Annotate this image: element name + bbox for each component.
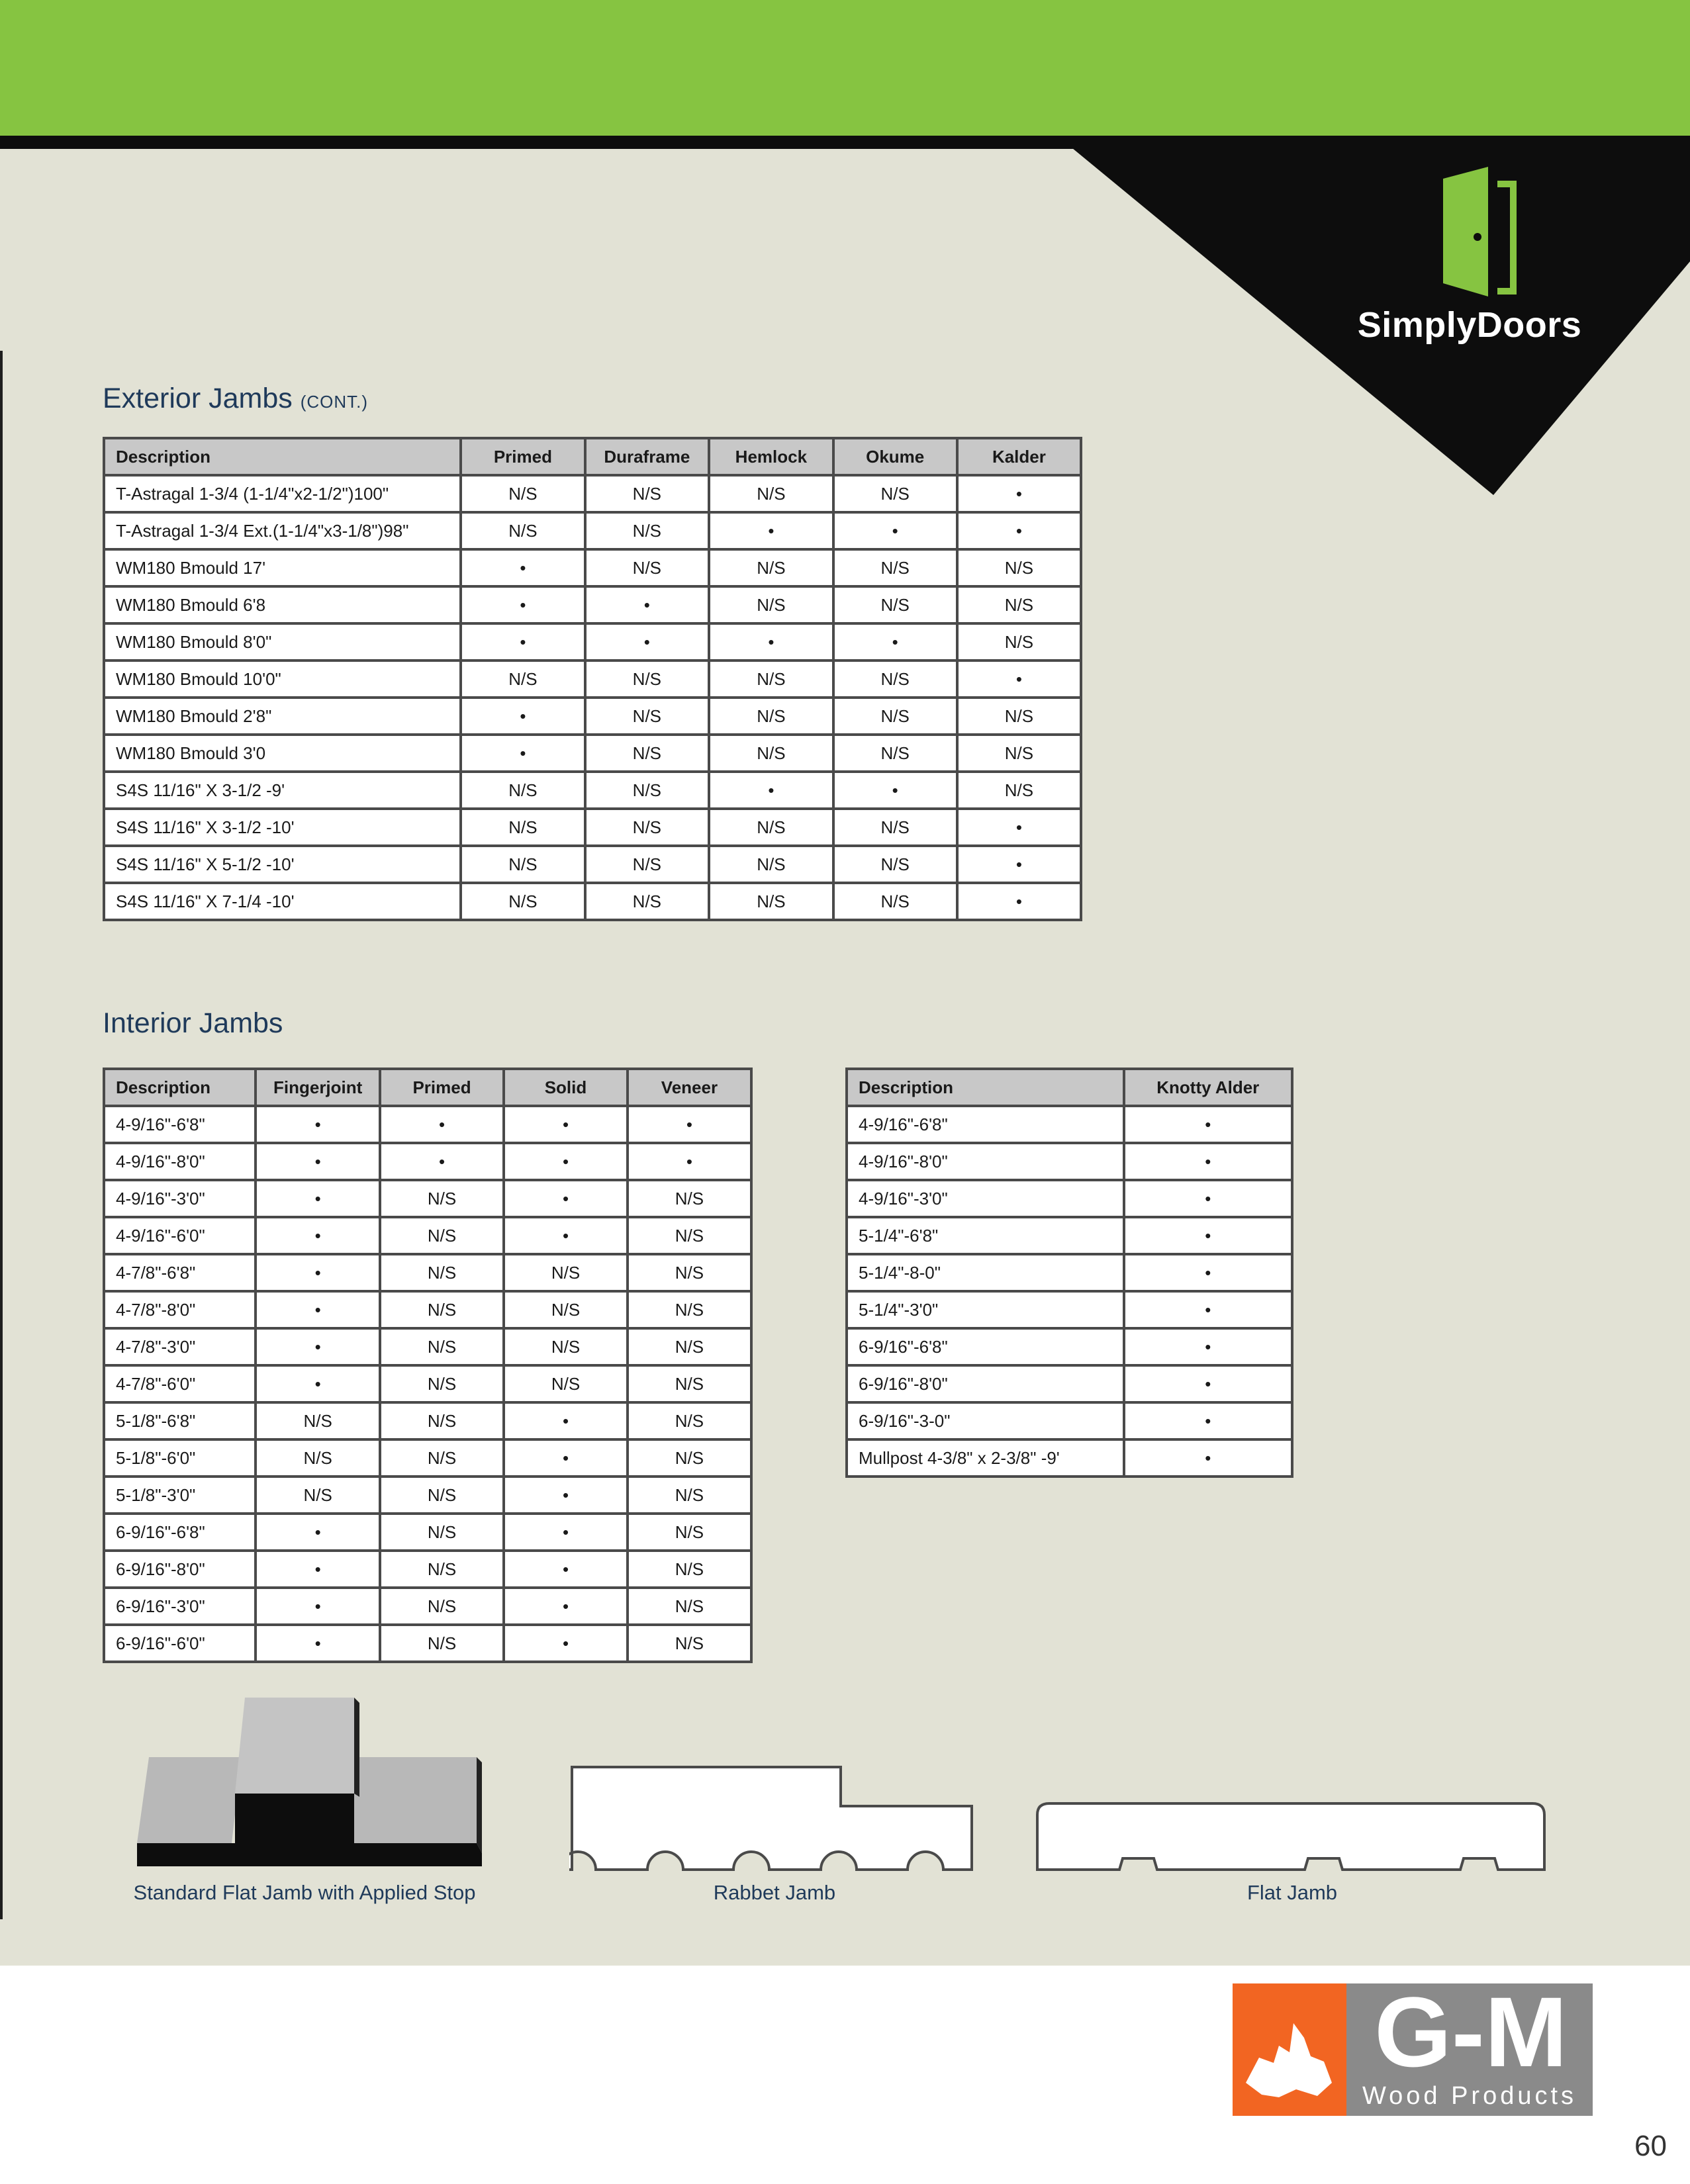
availability-cell: • <box>256 1143 380 1180</box>
availability-cell: N/S <box>709 846 833 883</box>
availability-cell: N/S <box>957 623 1081 660</box>
availability-cell: N/S <box>380 1217 504 1254</box>
availability-cell: • <box>957 846 1081 883</box>
column-header: Description <box>104 1069 256 1106</box>
availability-cell: • <box>256 1291 380 1328</box>
availability-cell: N/S <box>709 586 833 623</box>
availability-cell: • <box>1124 1217 1292 1254</box>
table-row <box>847 1180 1292 1217</box>
availability-cell: N/S <box>461 512 585 549</box>
availability-cell: N/S <box>504 1291 628 1328</box>
availability-cell: • <box>957 883 1081 920</box>
availability-cell: N/S <box>628 1477 751 1514</box>
table-row <box>847 1291 1292 1328</box>
standard-flat-jamb-illustration <box>129 1691 487 1876</box>
availability-cell: • <box>504 1217 628 1254</box>
availability-cell: N/S <box>628 1365 751 1402</box>
row-description-cell: 4-9/16"-6'0" <box>104 1217 256 1254</box>
row-description-cell: WM180 Bmould 6'8 <box>104 586 461 623</box>
availability-cell: N/S <box>461 475 585 512</box>
table-row <box>104 1328 751 1365</box>
availability-cell: • <box>256 1625 380 1662</box>
exterior-jambs-title <box>103 383 368 415</box>
column-header: Okume <box>833 438 957 475</box>
availability-cell: N/S <box>833 735 957 772</box>
table-row <box>104 1625 751 1662</box>
row-description-cell: WM180 Bmould 8'0" <box>104 623 461 660</box>
availability-cell: N/S <box>585 883 710 920</box>
column-header: Primed <box>461 438 585 475</box>
availability-cell: • <box>1124 1365 1292 1402</box>
table-row <box>104 1477 751 1514</box>
availability-cell: • <box>380 1143 504 1180</box>
table-row <box>104 1365 751 1402</box>
brand-name: SimplyDoors <box>1357 305 1582 345</box>
availability-cell: • <box>256 1328 380 1365</box>
availability-cell: • <box>504 1588 628 1625</box>
availability-cell: • <box>504 1402 628 1439</box>
column-header: Knotty Alder <box>1124 1069 1292 1106</box>
row-description-cell: WM180 Bmould 2'8" <box>104 698 461 735</box>
table-row <box>104 586 1081 623</box>
availability-cell: N/S <box>628 1439 751 1477</box>
availability-cell: • <box>709 772 833 809</box>
column-header: Description <box>847 1069 1124 1106</box>
row-description-cell: T-Astragal 1-3/4 (1-1/4"x2-1/2")100" <box>104 475 461 512</box>
gm-logo-subtitle: Wood Products <box>1362 2082 1577 2110</box>
availability-cell: N/S <box>709 735 833 772</box>
availability-cell: • <box>957 809 1081 846</box>
gm-wood-products-logo <box>1233 1983 1593 2116</box>
availability-cell: N/S <box>380 1291 504 1328</box>
row-description-cell: 4-9/16"-8'0" <box>104 1143 256 1180</box>
gm-logo-letters: G-M <box>1374 1983 1568 2087</box>
standard-flat-jamb-caption: Standard Flat Jamb with Applied Stop <box>133 1881 476 1904</box>
availability-cell: • <box>1124 1328 1292 1365</box>
row-description-cell: WM180 Bmould 10'0" <box>104 660 461 698</box>
flat-jamb-illustration <box>1035 1800 1548 1876</box>
row-description-cell: 5-1/8"-6'8" <box>104 1402 256 1439</box>
availability-cell: • <box>1124 1143 1292 1180</box>
availability-cell: N/S <box>833 475 957 512</box>
table-row <box>104 809 1081 846</box>
availability-cell: N/S <box>709 698 833 735</box>
availability-cell: • <box>709 512 833 549</box>
availability-cell: N/S <box>833 549 957 586</box>
availability-cell: N/S <box>380 1254 504 1291</box>
availability-cell: N/S <box>461 883 585 920</box>
table-row <box>847 1402 1292 1439</box>
row-description-cell: T-Astragal 1-3/4 Ext.(1-1/4"x3-1/8")98" <box>104 512 461 549</box>
knotty-alder-table <box>845 1068 1293 1478</box>
row-description-cell: 4-7/8"-8'0" <box>104 1291 256 1328</box>
row-description-cell: 5-1/8"-3'0" <box>104 1477 256 1514</box>
row-description-cell: 6-9/16"-8'0" <box>847 1365 1124 1402</box>
availability-cell: N/S <box>380 1402 504 1439</box>
row-description-cell: 4-9/16"-3'0" <box>847 1180 1124 1217</box>
availability-cell: • <box>1124 1291 1292 1328</box>
row-description-cell: 6-9/16"-6'0" <box>104 1625 256 1662</box>
availability-cell: • <box>504 1439 628 1477</box>
availability-cell: • <box>256 1514 380 1551</box>
availability-cell: N/S <box>628 1254 751 1291</box>
availability-cell: • <box>504 1551 628 1588</box>
table-row <box>104 772 1081 809</box>
column-header: Solid <box>504 1069 628 1106</box>
availability-cell: N/S <box>256 1477 380 1514</box>
availability-cell: • <box>585 623 710 660</box>
row-description-cell: 6-9/16"-3-0" <box>847 1402 1124 1439</box>
availability-cell: • <box>585 586 710 623</box>
availability-cell: N/S <box>957 698 1081 735</box>
availability-cell: N/S <box>380 1477 504 1514</box>
rabbet-jamb-illustration <box>569 1764 974 1876</box>
availability-cell: • <box>504 1180 628 1217</box>
row-description-cell: 5-1/4"-3'0" <box>847 1291 1124 1328</box>
availability-cell: N/S <box>380 1551 504 1588</box>
availability-cell: • <box>1124 1439 1292 1477</box>
availability-cell: N/S <box>504 1365 628 1402</box>
table-row <box>104 1514 751 1551</box>
availability-cell: N/S <box>957 735 1081 772</box>
availability-cell: • <box>461 735 585 772</box>
availability-cell: • <box>256 1551 380 1588</box>
row-description-cell: 4-7/8"-6'8" <box>104 1254 256 1291</box>
header-green-bar <box>0 0 1690 136</box>
left-edge-line <box>0 351 3 1919</box>
interior-jambs-title: Interior Jambs <box>103 1007 283 1039</box>
availability-cell: N/S <box>628 1514 751 1551</box>
availability-cell: • <box>504 1625 628 1662</box>
availability-cell: N/S <box>628 1402 751 1439</box>
exterior-title-text: Exterior Jambs <box>103 383 293 414</box>
availability-cell: • <box>504 1514 628 1551</box>
availability-cell: • <box>256 1588 380 1625</box>
availability-cell: N/S <box>461 660 585 698</box>
table-row <box>847 1328 1292 1365</box>
row-description-cell: 4-7/8"-3'0" <box>104 1328 256 1365</box>
availability-cell: N/S <box>709 883 833 920</box>
table-row <box>104 1588 751 1625</box>
availability-cell: • <box>256 1365 380 1402</box>
availability-cell: • <box>628 1143 751 1180</box>
column-header: Veneer <box>628 1069 751 1106</box>
row-description-cell: 6-9/16"-8'0" <box>104 1551 256 1588</box>
availability-cell: N/S <box>585 698 710 735</box>
availability-cell: N/S <box>380 1625 504 1662</box>
table-row <box>104 1402 751 1439</box>
availability-cell: N/S <box>461 772 585 809</box>
availability-cell: N/S <box>380 1180 504 1217</box>
availability-cell: • <box>256 1217 380 1254</box>
table-row <box>104 846 1081 883</box>
table-row <box>104 660 1081 698</box>
availability-cell: N/S <box>380 1365 504 1402</box>
availability-cell: • <box>256 1254 380 1291</box>
table-row <box>104 1254 751 1291</box>
availability-cell: N/S <box>628 1180 751 1217</box>
availability-cell: N/S <box>585 475 710 512</box>
rhino-logo-background <box>1233 1983 1346 2116</box>
availability-cell: • <box>833 772 957 809</box>
availability-cell: N/S <box>628 1328 751 1365</box>
row-description-cell: 4-9/16"-6'8" <box>104 1106 256 1143</box>
row-description-cell: S4S 11/16" X 3-1/2 -10' <box>104 809 461 846</box>
availability-cell: • <box>628 1106 751 1143</box>
row-description-cell: 4-7/8"-6'0" <box>104 1365 256 1402</box>
availability-cell: • <box>256 1180 380 1217</box>
exterior-jambs-table <box>103 437 1082 921</box>
table-row <box>104 698 1081 735</box>
availability-cell: • <box>833 623 957 660</box>
table-row <box>847 1365 1292 1402</box>
availability-cell: N/S <box>628 1588 751 1625</box>
table-header-row <box>104 438 1081 475</box>
availability-cell: • <box>1124 1106 1292 1143</box>
availability-cell: N/S <box>256 1439 380 1477</box>
column-header: Primed <box>380 1069 504 1106</box>
availability-cell: • <box>461 698 585 735</box>
row-description-cell: 4-9/16"-3'0" <box>104 1180 256 1217</box>
column-header: Duraframe <box>585 438 710 475</box>
table-row <box>104 1439 751 1477</box>
availability-cell: • <box>504 1143 628 1180</box>
availability-cell: • <box>957 512 1081 549</box>
availability-cell: N/S <box>628 1217 751 1254</box>
availability-cell: N/S <box>628 1291 751 1328</box>
row-description-cell: 5-1/4"-6'8" <box>847 1217 1124 1254</box>
table-row <box>104 1551 751 1588</box>
availability-cell: N/S <box>833 883 957 920</box>
row-description-cell: WM180 Bmould 17' <box>104 549 461 586</box>
row-description-cell: 4-9/16"-6'8" <box>847 1106 1124 1143</box>
row-description-cell: 6-9/16"-6'8" <box>104 1514 256 1551</box>
table-row <box>847 1217 1292 1254</box>
row-description-cell: S4S 11/16" X 3-1/2 -9' <box>104 772 461 809</box>
availability-cell: N/S <box>833 809 957 846</box>
table-row <box>104 1291 751 1328</box>
column-header: Description <box>104 438 461 475</box>
availability-cell: N/S <box>461 846 585 883</box>
table-row <box>847 1106 1292 1143</box>
rabbet-jamb-caption: Rabbet Jamb <box>713 1881 836 1904</box>
table-row <box>104 1143 751 1180</box>
row-description-cell: Mullpost 4-3/8" x 2-3/8" -9' <box>847 1439 1124 1477</box>
row-description-cell: 4-9/16"-8'0" <box>847 1143 1124 1180</box>
row-description-cell: S4S 11/16" X 7-1/4 -10' <box>104 883 461 920</box>
availability-cell: N/S <box>585 735 710 772</box>
table-row <box>104 623 1081 660</box>
availability-cell: N/S <box>585 512 710 549</box>
availability-cell: N/S <box>628 1551 751 1588</box>
availability-cell: N/S <box>504 1328 628 1365</box>
availability-cell: N/S <box>833 586 957 623</box>
availability-cell: • <box>709 623 833 660</box>
availability-cell: N/S <box>957 772 1081 809</box>
availability-cell: • <box>504 1477 628 1514</box>
column-header: Fingerjoint <box>256 1069 380 1106</box>
table-header-row <box>104 1069 751 1106</box>
row-description-cell: 5-1/8"-6'0" <box>104 1439 256 1477</box>
availability-cell: N/S <box>380 1514 504 1551</box>
availability-cell: N/S <box>380 1439 504 1477</box>
availability-cell: N/S <box>957 549 1081 586</box>
column-header: Hemlock <box>709 438 833 475</box>
availability-cell: • <box>461 623 585 660</box>
exterior-title-suffix: (CONT.) <box>300 392 369 412</box>
availability-cell: N/S <box>709 549 833 586</box>
availability-cell: N/S <box>256 1402 380 1439</box>
availability-cell: N/S <box>585 809 710 846</box>
availability-cell: N/S <box>833 698 957 735</box>
availability-cell: N/S <box>709 475 833 512</box>
availability-cell: N/S <box>585 846 710 883</box>
table-row <box>847 1439 1292 1477</box>
availability-cell: N/S <box>380 1588 504 1625</box>
availability-cell: N/S <box>380 1328 504 1365</box>
availability-cell: • <box>461 549 585 586</box>
table-row <box>104 475 1081 512</box>
availability-cell: • <box>504 1106 628 1143</box>
availability-cell: N/S <box>585 660 710 698</box>
availability-cell: • <box>957 475 1081 512</box>
availability-cell: N/S <box>628 1625 751 1662</box>
availability-cell: N/S <box>585 549 710 586</box>
table-row <box>847 1254 1292 1291</box>
flat-jamb-caption: Flat Jamb <box>1246 1881 1338 1904</box>
availability-cell: • <box>380 1106 504 1143</box>
table-row <box>104 735 1081 772</box>
availability-cell: N/S <box>833 846 957 883</box>
availability-cell: • <box>957 660 1081 698</box>
availability-cell: N/S <box>709 809 833 846</box>
row-description-cell: S4S 11/16" X 5-1/2 -10' <box>104 846 461 883</box>
row-description-cell: 6-9/16"-6'8" <box>847 1328 1124 1365</box>
table-row <box>104 1180 751 1217</box>
table-row <box>104 512 1081 549</box>
row-description-cell: 5-1/4"-8-0" <box>847 1254 1124 1291</box>
interior-jambs-table <box>103 1068 753 1663</box>
availability-cell: • <box>1124 1254 1292 1291</box>
table-row <box>104 549 1081 586</box>
page-number: 60 <box>1634 2130 1667 2162</box>
table-row <box>104 1217 751 1254</box>
table-header-row <box>847 1069 1292 1106</box>
availability-cell: N/S <box>833 660 957 698</box>
availability-cell: • <box>461 586 585 623</box>
availability-cell: N/S <box>709 660 833 698</box>
availability-cell: • <box>833 512 957 549</box>
availability-cell: N/S <box>957 586 1081 623</box>
table-row <box>104 1106 751 1143</box>
table-row <box>847 1143 1292 1180</box>
availability-cell: • <box>1124 1402 1292 1439</box>
row-description-cell: WM180 Bmould 3'0 <box>104 735 461 772</box>
availability-cell: N/S <box>461 809 585 846</box>
row-description-cell: 6-9/16"-3'0" <box>104 1588 256 1625</box>
availability-cell: • <box>1124 1180 1292 1217</box>
column-header: Kalder <box>957 438 1081 475</box>
table-row <box>104 883 1081 920</box>
availability-cell: • <box>256 1106 380 1143</box>
availability-cell: N/S <box>585 772 710 809</box>
availability-cell: N/S <box>504 1254 628 1291</box>
